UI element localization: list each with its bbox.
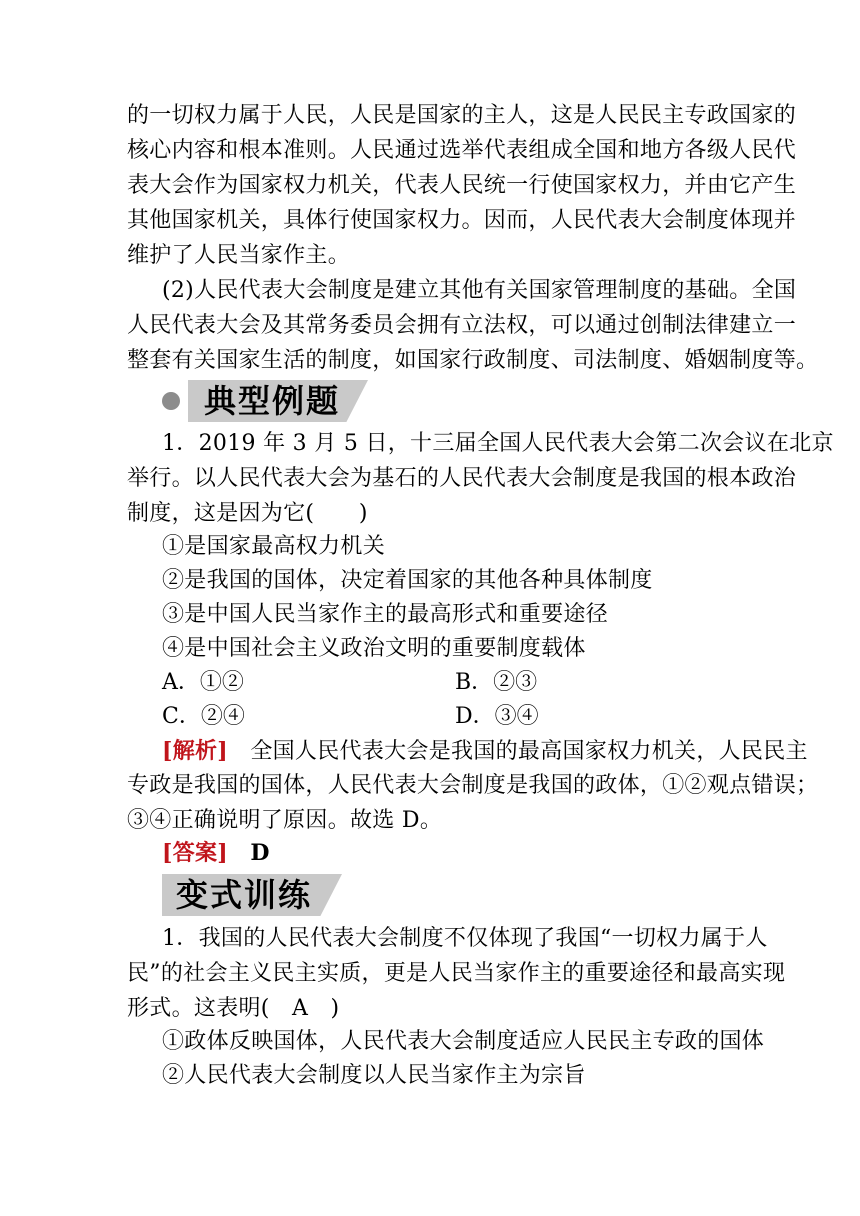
- analysis-line-1: [162, 734, 808, 769]
- variant-heading-text: 变式训练: [176, 876, 313, 914]
- intro-line-4: 其他国家机关，具体行使国家权力。因而，人民代表大会制度体现并: [127, 208, 797, 233]
- option-d: D．③④: [455, 704, 539, 729]
- variant-statement-2: ②人民代表大会制度以人民当家作主为宗旨: [162, 1063, 586, 1088]
- statement-3: ③是中国人民当家作主的最高形式和重要途径: [162, 602, 609, 627]
- analysis-line-3: ③④正确说明了原因。故选 D。: [127, 808, 443, 833]
- variant-question-line-2: 民”的社会主义民主实质，更是人民当家作主的重要途径和最高实现: [127, 961, 786, 986]
- statement-4: ④是中国社会主义政治文明的重要制度载体: [162, 636, 586, 661]
- option-c: C．②④: [162, 704, 245, 729]
- analysis-line-2: 专政是我国的国体，人民代表大会制度是我国的政体，①②观点错误；: [127, 773, 819, 798]
- point2-line-3: 整套有关国家生活的制度，如国家行政制度、司法制度、婚姻制度等。: [127, 348, 819, 373]
- intro-line-2: 核心内容和根本准则。人民通过选举代表组成全国和地方各级人民代: [127, 138, 797, 163]
- analysis-tag: [解析]: [162, 738, 229, 764]
- statement-2: ②是我国的国体，决定着国家的其他各种具体制度: [162, 568, 653, 593]
- example-heading: [158, 378, 373, 424]
- statement-1: ①是国家最高权力机关: [162, 534, 386, 559]
- bullet-dot-icon: [162, 392, 180, 410]
- variant-question-line-1: 1．我国的人民代表大会制度不仅体现了我国“一切权力属于人: [162, 926, 768, 951]
- example-question-line-3: 制度，这是因为它( ): [127, 501, 368, 526]
- intro-line-1: 的一切权力属于人民，人民是国家的主人，这是人民民主专政国家的: [127, 103, 797, 128]
- option-a: A．①②: [162, 670, 244, 695]
- point2-line-2: 人民代表大会及其常务委员会拥有立法权，可以通过创制法律建立一: [127, 313, 797, 338]
- example-question-line-1: 1．2019 年 3 月 5 日，十三届全国人民代表大会第二次会议在北京: [162, 431, 834, 456]
- answer-value: D: [250, 840, 270, 866]
- variant-statement-1: ①政体反映国体，人民代表大会制度适应人民民主专政的国体: [162, 1029, 765, 1054]
- point2-line-1: (2)人民代表大会制度是建立其他有关国家管理制度的基础。全国: [162, 278, 797, 303]
- example-heading-text: 典型例题: [204, 382, 341, 420]
- variant-question-line-3: 形式。这表明( A ): [127, 996, 340, 1021]
- intro-line-3: 表大会作为国家权力机关，代表人民统一行使国家权力，并由它产生: [127, 173, 797, 198]
- answer-line: [162, 836, 270, 871]
- answer-tag: [答案]: [162, 840, 229, 866]
- analysis-text-1: 全国人民代表大会是我国的最高国家权力机关，人民民主: [228, 739, 808, 764]
- variant-heading: [158, 872, 348, 918]
- option-b: B．②③: [455, 670, 538, 695]
- example-question-line-2: 举行。以人民代表大会为基石的人民代表大会制度是我国的根本政治: [127, 466, 797, 491]
- intro-line-5: 维护了人民当家作主。: [127, 243, 351, 268]
